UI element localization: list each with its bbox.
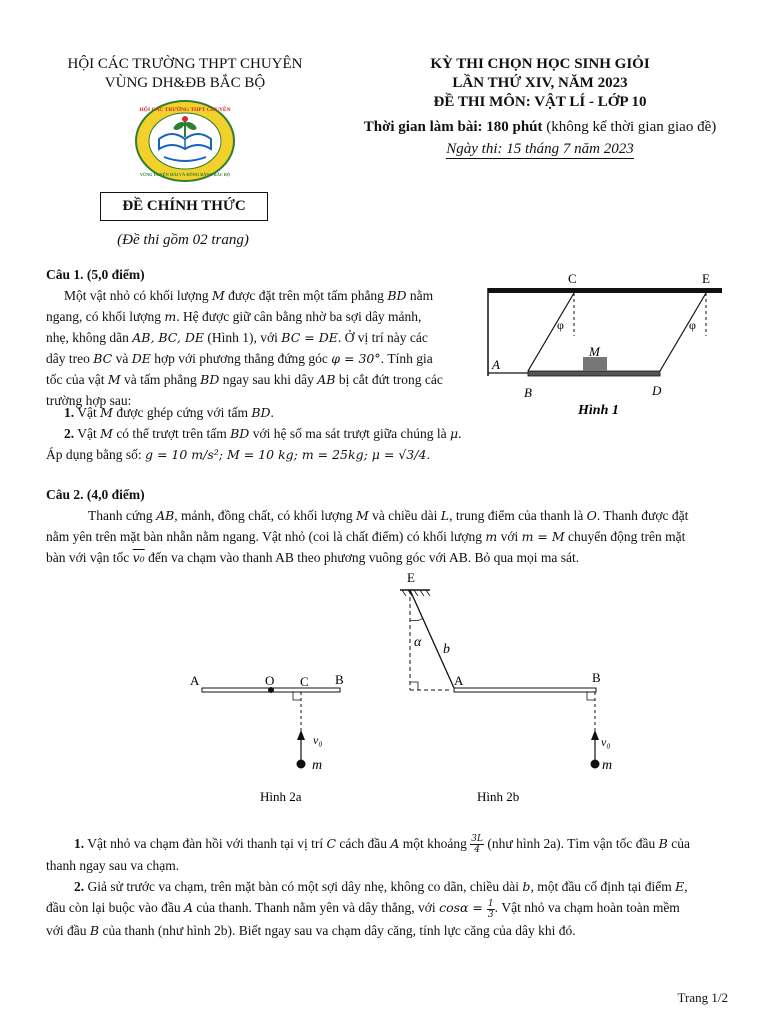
label-phi-left: φ — [557, 318, 564, 332]
q1-title: Câu 1. (5,0 điểm) — [46, 267, 145, 282]
logo-top-text: HỘI CÁC TRƯỜNG THPT CHUYÊN — [139, 107, 231, 113]
q1-item-2: 2. Vật M có thể trượt trên tấm BD với hệ số ma sát trượt giữa chúng là μ. — [64, 426, 462, 441]
q1-numeric-values: Áp dụng bằng số: g = 10 m/s²; M = 10 kg; m = 25kg; μ = √3/4. — [46, 447, 431, 462]
rod-AB-2b — [454, 688, 596, 692]
label-alpha: α — [414, 635, 422, 650]
label-E-2b: E — [407, 570, 415, 585]
q2-sub1-line2: thanh ngay sau va chạm. — [46, 858, 180, 874]
label-C: C — [568, 271, 577, 286]
q2-sub1: 1. Vật nhỏ va chạm đàn hồi với thanh tại vị trí C cách đầu A một khoảng $\frac{3L}{4}$ (như hình 2a). Tìm vận tốc đầu B của — [74, 834, 690, 856]
right-angle-2b — [410, 682, 418, 690]
label-A-2a: A — [190, 673, 200, 688]
q1-line1: Một vật nhỏ có khối lượng M được đặt trên một tấm phẳng BD nằm — [64, 288, 434, 303]
label-phi-right: φ — [689, 318, 696, 332]
fraction-1-over-3: $\frac{1}{3}$ — [487, 898, 494, 920]
right-angle-2a — [293, 692, 301, 700]
official-exam-label: ĐỀ CHÍNH THỨC — [122, 198, 246, 214]
exam-time-bold: Thời gian làm bài: 180 phút — [363, 119, 543, 135]
question-2 — [46, 484, 746, 568]
q2-line3: bàn với vận tốc v₀ đến va chạm vào thanh AB theo phương vuông góc với AB. Bỏ qua mọi ma sát. — [46, 550, 580, 565]
exam-date-text: Ngày thi: 15 tháng 7 năm 2023 — [446, 141, 634, 157]
organizer-line2: VÙNG DH&ĐB BẮC BỘ — [104, 75, 266, 91]
q1-item-1: 1. Vật M được ghép cứng với tấm BD. — [64, 405, 274, 420]
q1-line3: nhẹ, không dãn AB, BC, DE (Hình 1), với BC = DE. Ở vị trí này các — [46, 330, 428, 345]
block-M — [583, 357, 607, 371]
exam-title-line1: KỲ THI CHỌN HỌC SINH GIỎI — [430, 56, 650, 72]
label-v0-2a: v₀ — [313, 733, 323, 747]
q2-line2: nằm yên trên mặt bàn nhẵn nằm ngang. Vật nhỏ (coi là chất điểm) có khối lượng m với m = M chuyển động trên mặt — [46, 529, 686, 544]
right-angle-2b-B — [587, 692, 595, 700]
exam-time — [320, 118, 760, 137]
q2-line1: Thanh cứng AB, mảnh, đồng chất, có khối lượng M và chiều dài L, trung điểm của thanh là O. Thanh được đặt — [88, 508, 689, 523]
label-A: A — [492, 357, 500, 372]
q1-line6: trường hợp sau: — [46, 393, 132, 408]
exam-time-note: (không kể thời gian giao đề) — [542, 119, 717, 135]
label-B-2a: B — [335, 672, 344, 687]
label-C-2a: C — [300, 674, 309, 689]
logo-bottom-text: VÙNG DUYÊN HẢI VÀ ĐỒNG BẰNG BẮC BỘ — [139, 172, 231, 177]
fraction-3L-over-4: $\frac{3L}{4}$ — [471, 834, 483, 856]
exam-title-line3: ĐỀ THI MÔN: VẬT LÍ - LỚP 10 — [433, 94, 647, 110]
label-A-2b: A — [454, 673, 464, 688]
figure-2b-caption: Hình 2b — [477, 789, 520, 804]
pages-note: (Đề thi gồm 02 trang) — [117, 232, 249, 248]
particle-m-2b — [591, 760, 600, 769]
ceiling-beam — [488, 288, 722, 293]
arrow-head-2a — [297, 730, 305, 740]
exam-title-line2: LẦN THỨ XIV, NĂM 2023 — [452, 75, 628, 91]
figure-1 — [480, 266, 740, 422]
label-B: B — [524, 385, 532, 400]
question-1 — [46, 264, 476, 411]
q2-sub2-line3: với đầu B của thanh (như hình 2b). Biết ngay sau va chạm dây căng, tính lực căng của dây khi đó. — [46, 922, 576, 938]
string-DE — [660, 293, 706, 371]
label-O-2a: O — [265, 673, 275, 688]
label-m-2b: m — [602, 758, 613, 773]
figure-2b — [390, 568, 630, 808]
organizer-line1: HỘI CÁC TRƯỜNG THPT CHUYÊN — [67, 56, 303, 72]
q1-line2: ngang, có khối lượng m. Hệ được giữ cân bằng nhờ ba sợi dây mảnh, — [46, 309, 422, 324]
q2-sub2-line2: đầu còn lại buộc vào đầu A của thanh. Thanh nằm yên và dây thẳng, với cosα = $\frac{1}{3}$ . Vật nhỏ va chạm hoàn toàn mềm — [46, 898, 680, 920]
label-v0-2b: v₀ — [601, 735, 611, 749]
label-M: M — [589, 344, 600, 359]
page-number: Trang 1/2 — [677, 990, 728, 1005]
label-m-2a: m — [312, 758, 323, 773]
figure-2a — [180, 668, 360, 808]
exam-date — [320, 140, 760, 159]
string-BC — [528, 293, 574, 371]
official-exam-box — [100, 192, 268, 221]
particle-m-2a — [297, 760, 306, 769]
q2-subquestions — [46, 833, 746, 941]
label-B-2b: B — [592, 670, 601, 685]
school-logo — [134, 99, 236, 183]
q1-line5: tốc của vật M và tấm phẳng BD ngay sau khi dây AB bị cắt đứt trong các — [46, 372, 443, 387]
angle-arc-alpha — [410, 618, 423, 621]
label-D: D — [652, 383, 662, 398]
figure-2a-caption: Hình 2a — [260, 789, 302, 804]
organizer-header — [30, 55, 340, 93]
figure-1-caption: Hình 1 — [578, 403, 619, 418]
q2-sub2: 2. Giả sử trước va chạm, trên mặt bàn có một sợi dây nhẹ, không co dãn, chiều dài b, một đầu cố định tại điểm E, — [74, 879, 688, 895]
q2-title: Câu 2. (4,0 điểm) — [46, 487, 145, 502]
plate-BD — [528, 371, 660, 376]
arrow-head-2b — [591, 730, 599, 740]
label-E: E — [702, 271, 710, 286]
q1-line4: dây treo BC và DE hợp với phương thẳng đứng góc φ = 30°. Tính gia — [46, 351, 433, 366]
label-b-2b: b — [443, 642, 450, 657]
exam-title-block — [320, 55, 760, 112]
